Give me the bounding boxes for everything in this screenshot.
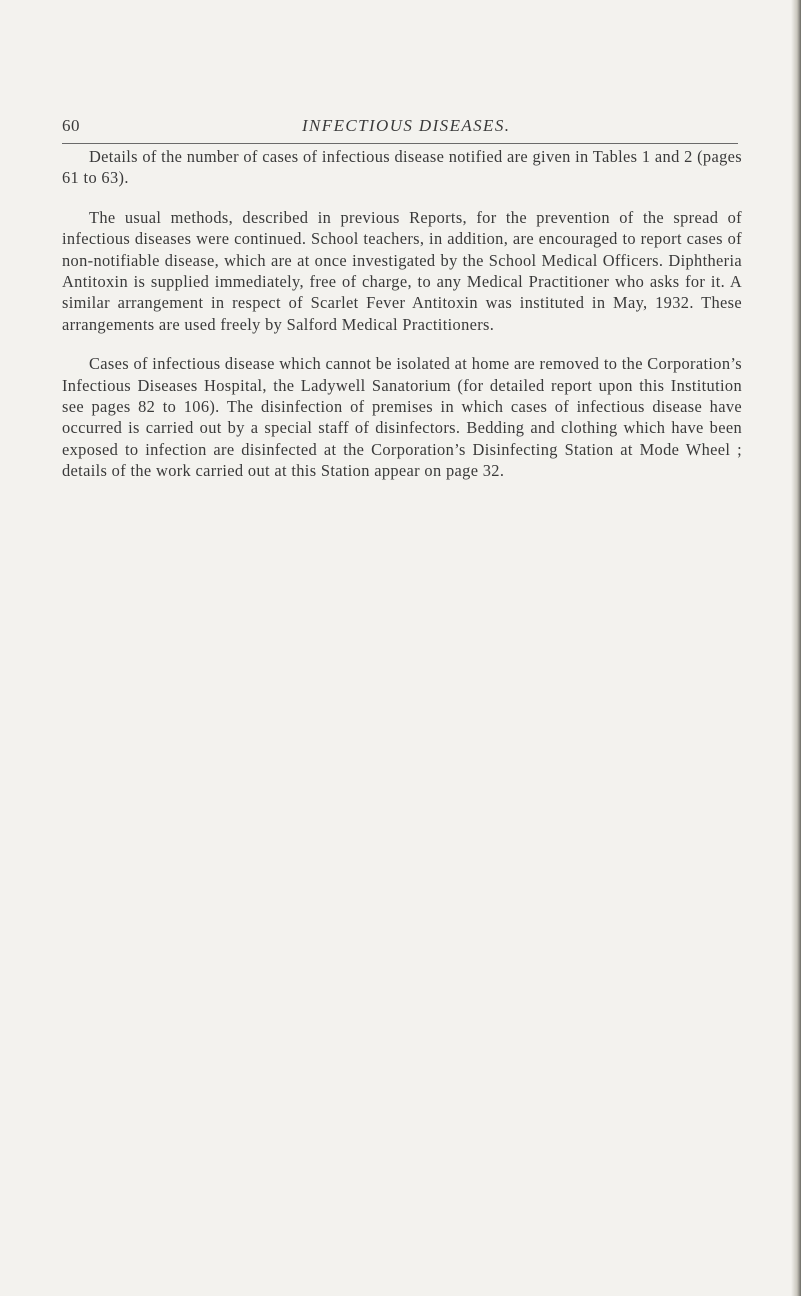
header-rule (62, 143, 738, 144)
running-title: INFECTIOUS DISEASES. (302, 116, 511, 135)
body-text (62, 146, 742, 500)
paragraph-prevention-methods: The usual methods, described in previous Reports, for the prevention of the spread of infectious diseases were continued. School teachers, in addition, are encouraged to report cases of non-notifiable disease, which are at once investigated by the School Medical Officers. Diphtheria Antitoxin is supplied immediately, free of charge, to any Medical Practitioner who asks for it. A similar arrangement in respect of Scarlet Fever Antitoxin was instituted in May, 1932. These arrangements are used freely by Salford Medical Practitioners. (62, 207, 742, 334)
paragraph-hospital-disinfection: Cases of infectious disease which cannot be isolated at home are removed to the Corporation’s Infectious Diseases Hospital, the Ladywell Sanatorium (for detailed report upon this Institution see pages 82 to 106). The disinfection of premises in which cases of infectious disease have occurred is carried out by a special staff of disinfectors. Bedding and clothing which have been exposed to infection are disinfected at the Corporation’s Disinfecting Station at Mode Wheel ; details of the work carried out at this Station appear on page 32. (62, 354, 742, 481)
page-edge-shadow (791, 0, 801, 1296)
page-number: 60 (62, 116, 80, 135)
page-header (62, 116, 738, 142)
paragraph-case-details: Details of the number of cases of infectious disease notified are given in Tables 1 and 2 (pages 61 to 63). (62, 147, 742, 188)
